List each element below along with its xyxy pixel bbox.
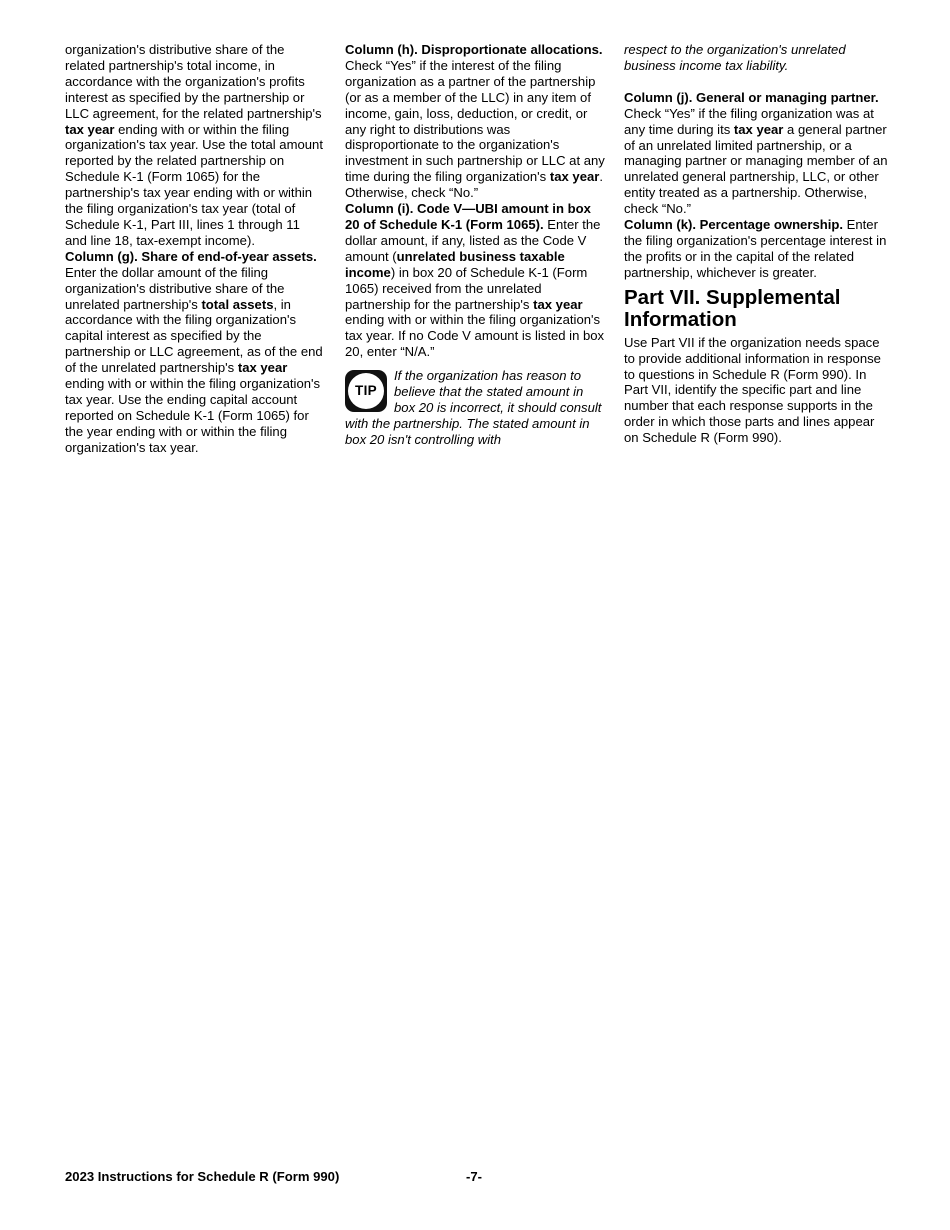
column-g-heading: Column (g). Share of end-of-year assets. — [65, 248, 317, 264]
tip-text: If the organization has reason to believe that the stated amount in box 20 is incorrect, it should consult with the partnership. The stated amount in box 20 isn't controlling with — [345, 368, 602, 447]
paragraph-column-i: Column (i). Code V—UBI amount in box 20 of Schedule K-1 (Form 1065). Enter the dollar amount, if any, listed as the Code V amount (unrelated business taxable income) in box 20 of Schedule K-1 (Form 1065) received from the unrelated partnership for the partnership's tax year ending with or within the filing organization's tax year. If no Code V amount is listed in box 20, enter “N/A.” — [345, 201, 605, 360]
paragraph-column-j: Column (j). General or managing partner. Check “Yes” if the filing organization was at any time during its tax year a general partner of an unrelated limited partnership, or a managing partner or managing member of an unrelated general partnership, LLC, or other entity treated as a partnership. Otherwise, check “No.” — [624, 89, 888, 217]
tip-box — [345, 368, 607, 448]
column-right — [624, 42, 888, 446]
column-h-heading: Column (h). Disproportionate allocations. — [345, 42, 603, 57]
paragraph-total-income: organization's distributive share of the related partnership's total income, in accordance with the organization's profits interest as specified by the partnership or LLC agreement, for the related partnership's tax year ending with or within the filing organization's tax year. Use the total amount reported by the related partnership on Schedule K-1 (Form 1065) for the partnership's tax year ending with or within the filing organization's tax year (total of Schedule K-1, Part III, lines 1 through 11 and line 18, tax-exempt income). — [65, 42, 323, 248]
column-left — [65, 42, 325, 456]
page-number: -7- — [466, 1169, 483, 1184]
part-vii-heading: Part VII. Supplemental Information — [624, 285, 841, 331]
column-j-heading: Column (j). General or managing partner. — [624, 89, 879, 105]
column-i-heading: Column (i). Code V—UBI amount in box 20 of Schedule K-1 (Form 1065). — [345, 201, 591, 232]
paragraph-part-vii: Use Part VII if the organization needs space to provide additional information in response to questions in Schedule R (Form 990). In Part VII, identify the specific part and line number that each response supports in the order in which those parts and lines appear on Schedule R (Form 990). — [624, 334, 881, 446]
footer-title: 2023 Instructions for Schedule R (Form 990) — [65, 1169, 340, 1184]
paragraph-column-g: Column (g). Share of end-of-year assets. Enter the dollar amount of the filing organization's distributive share of the unrelated partnership's total assets, in accordance with the filing organization's capital interest as specified by the partnership or LLC agreement, as of the end of the unrelated partnership's tax year ending with or within the filing organization's tax year. Use the ending capital account reported on Schedule K-1 (Form 1065) for the year ending with or within the filing organization's tax year. — [65, 248, 323, 455]
tip-icon — [345, 370, 387, 412]
paragraph-column-h: Column (h). Disproportionate allocations. Check “Yes” if the interest of the filing organization as a partner of the partnership (or as a member of the LLC) in any item of income, gain, loss, deduction, or credit, or any right to distributions was disproportionate to the organization's investment in such partnership or LLC at any time during the filing organization's tax year. Otherwise, check “No.” — [345, 42, 605, 201]
tip-label: TIP — [355, 383, 377, 399]
paragraph-column-k: Column (k). Percentage ownership. Enter the filing organization's percentage interest in the profits or in the capital of the related partnership, whichever is greater. — [624, 217, 887, 280]
tip-continuation: respect to the organization's unrelated business income tax liability. — [624, 42, 846, 73]
column-middle — [345, 42, 607, 448]
column-k-heading: Column (k). Percentage ownership. — [624, 217, 843, 233]
